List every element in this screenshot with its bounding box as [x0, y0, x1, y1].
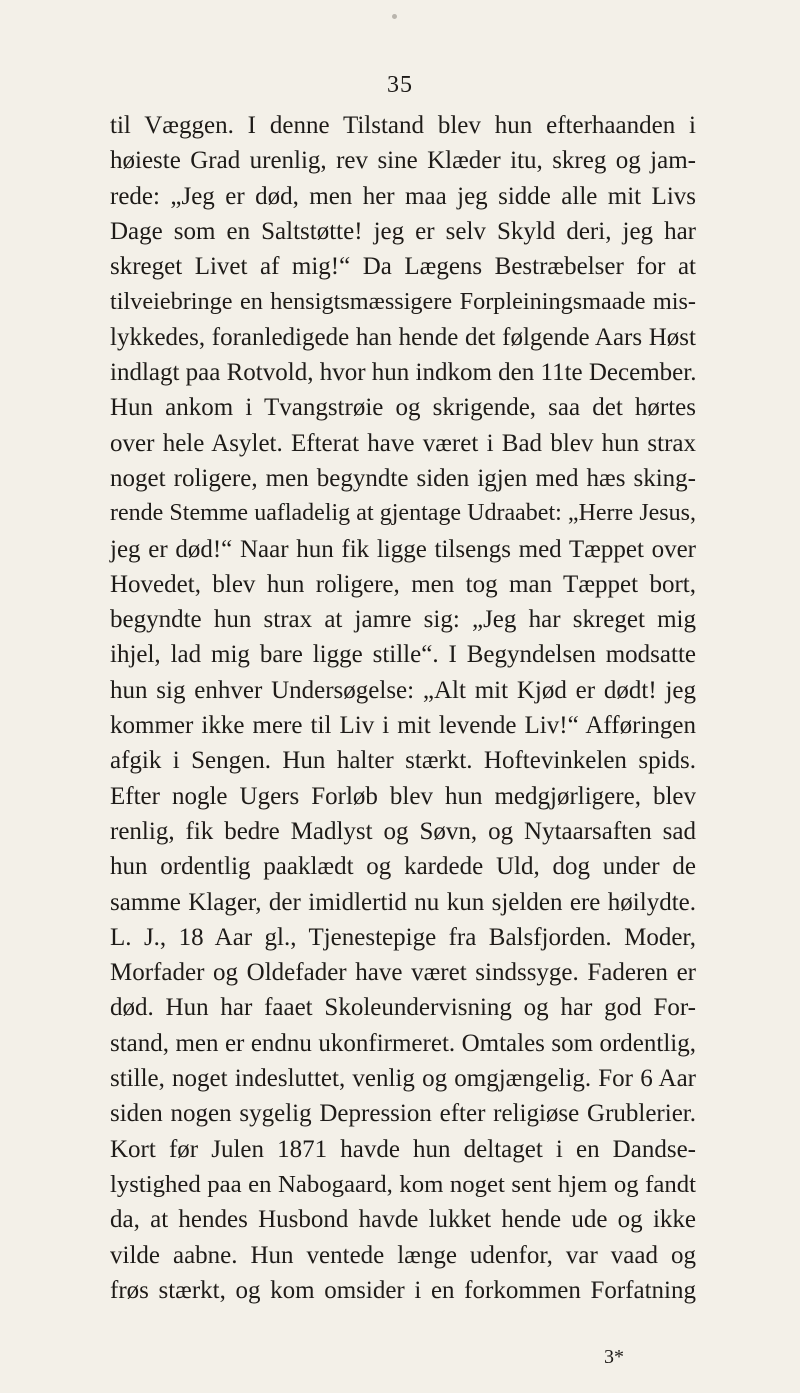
text-line: tilveiebringe en hensigtsmæssigere Forpleiningsmaade mis- — [110, 288, 696, 316]
page-number: 35 — [387, 72, 413, 98]
paper-speck — [392, 14, 397, 19]
text-line: samme Klager, der imidlertid nu kun sjelden ere høilydte. — [110, 888, 696, 916]
text-line: ihjel, lad mig bare ligge stille“. I Begyndelsen modsatte — [110, 641, 696, 669]
text-line: kommer ikke mere til Liv i mit levende Liv!“ Afføringen — [110, 712, 696, 740]
text-line: renlig, fik bedre Madlyst og Søvn, og Nytaarsaften sad — [110, 817, 696, 845]
text-line: skreget Livet af mig!“ Da Lægens Bestræbelser for at — [110, 253, 696, 281]
text-line: over hele Asylet. Efterat have været i Bad blev hun strax — [110, 429, 696, 457]
text-line: død. Hun har faaet Skoleundervisning og har god For- — [110, 994, 696, 1022]
text-line: rende Stemme uafladelig at gjentage Udraabet: „Herre Jesus, — [110, 500, 696, 527]
text-line: Dage som en Saltstøtte! jeg er selv Skyld deri, jeg har — [110, 217, 696, 245]
text-line: vilde aabne. Hun ventede længe udenfor, var vaad og — [110, 1241, 696, 1269]
text-line: da, at hendes Husbond havde lukket hende ude og ikke — [110, 1206, 696, 1234]
text-line: L. J., 18 Aar gl., Tjenestepige fra Balsfjorden. Moder, — [110, 923, 696, 951]
text-line: stille, noget indesluttet, venlig og omgjængelig. For 6 Aar — [110, 1065, 696, 1093]
text-line: lystighed paa en Nabogaard, kom noget sent hjem og fandt — [110, 1170, 696, 1198]
body-text — [110, 108, 696, 1308]
text-line: Kort før Julen 1871 havde hun deltaget i en Dandse- — [110, 1135, 696, 1163]
text-line: jeg er død!“ Naar hun fik ligge tilsengs med Tæppet over — [110, 535, 696, 563]
signature-mark: 3* — [604, 1346, 624, 1368]
text-line: noget roligere, men begyndte siden igjen med hæs sking- — [110, 464, 696, 492]
text-line: stand, men er endnu ukonfirmeret. Omtales som ordentlig, — [110, 1029, 696, 1057]
text-line: lykkedes, foranledigede han hende det følgende Aars Høst — [110, 323, 696, 351]
text-line: afgik i Sengen. Hun halter stærkt. Hoftevinkelen spids. — [110, 747, 696, 775]
text-line: Efter nogle Ugers Forløb blev hun medgjørligere, blev — [110, 782, 696, 810]
text-line: Hovedet, blev hun roligere, men tog man Tæppet bort, — [110, 570, 696, 598]
text-line: begyndte hun strax at jamre sig: „Jeg har skreget mig — [110, 606, 696, 634]
text-line: høieste Grad urenlig, rev sine Klæder itu, skreg og jam- — [110, 147, 696, 175]
text-line: Hun ankom i Tvangstrøie og skrigende, saa det hørtes — [110, 394, 696, 422]
text-line: hun ordentlig paaklædt og kardede Uld, dog under de — [110, 853, 696, 881]
text-line: hun sig enhver Undersøgelse: „Alt mit Kjød er dødt! jeg — [110, 676, 696, 704]
text-line: til Væggen. I denne Tilstand blev hun efterhaanden i — [110, 112, 696, 139]
text-line: siden nogen sygelig Depression efter religiøse Grublerier. — [110, 1100, 696, 1128]
text-line: rede: „Jeg er død, men her maa jeg sidde alle mit Livs — [110, 182, 696, 210]
text-line: indlagt paa Rotvold, hvor hun indkom den 11te December. — [110, 359, 697, 387]
text-line: frøs stærkt, og kom omsider i en forkommen Forfatning — [110, 1276, 696, 1304]
text-line: Morfader og Oldefader have været sindssyge. Faderen er — [110, 959, 696, 987]
